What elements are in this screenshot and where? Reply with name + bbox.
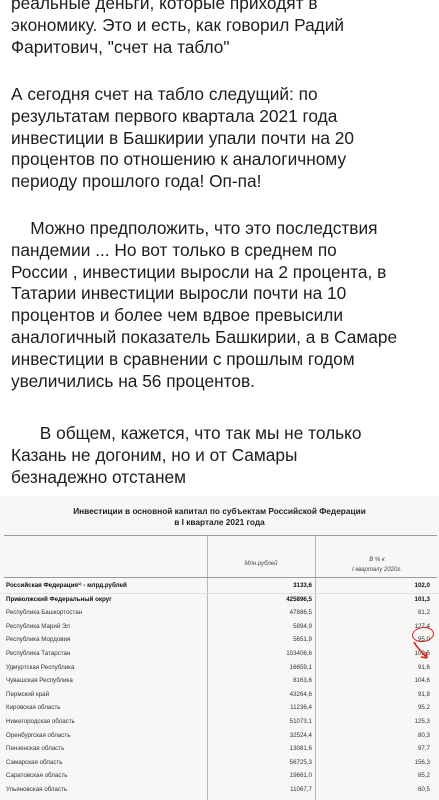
row-name: Приволжский Федеральный округ	[6, 595, 112, 603]
row-value: 11236,4	[290, 704, 312, 712]
table-top-rule	[4, 535, 437, 536]
row-percent: 91,8	[417, 690, 430, 698]
text-line: увеличились на 56 процентов.	[11, 370, 255, 391]
table-row	[0, 648, 439, 661]
row-name: Республика Мордовия	[6, 636, 71, 644]
row-name: Республика Татарстан	[6, 650, 71, 657]
row-value: 5651,9	[293, 636, 312, 644]
paragraph-2	[11, 84, 431, 193]
row-percent: 60,5	[417, 786, 430, 793]
row-name: Республика Марий Эл	[6, 622, 70, 630]
text-line: процентов по отношению к аналогичному	[11, 149, 347, 170]
text-line: инвестиции в Башкирии упали почти на 20	[11, 127, 355, 148]
row-percent: 81,2	[417, 609, 430, 617]
row-name: Нижегородская область	[6, 718, 75, 725]
row-name: Саратовская область	[6, 772, 68, 780]
table-row	[0, 716, 439, 729]
row-value: 5894,9	[293, 622, 312, 630]
header-pct: В % к	[369, 557, 385, 563]
table-row	[0, 580, 439, 593]
row-name: Пермский край	[6, 690, 50, 698]
row-name: Оренбургская область	[6, 731, 71, 739]
text-line: А сегодня счет на табло следущий: по	[11, 84, 318, 104]
row-value: 47886,5	[289, 609, 312, 617]
text-line: результатам первого квартала 2021 года	[11, 105, 338, 126]
row-value: 32524,4	[289, 731, 312, 739]
table-row	[0, 675, 439, 688]
header-pct-sub: I кварталу 2020г.	[352, 567, 402, 573]
text-line: Татарии инвестиции выросли почти на 10	[11, 283, 347, 304]
highlight-arrow-icon	[410, 640, 430, 662]
table-subtitle: в I квартале 2021 года	[174, 517, 265, 527]
row-percent: 102,0	[414, 582, 430, 589]
row-percent: 104,6	[414, 677, 430, 685]
row-value: 8163,6	[293, 677, 312, 685]
row-value: 19661,0	[289, 772, 312, 780]
row-percent: 95,0	[417, 636, 430, 644]
row-name: Пензенская область	[6, 745, 65, 753]
table-row	[0, 689, 439, 702]
row-value: 43264,6	[289, 690, 312, 698]
row-percent: 125,3	[414, 718, 430, 725]
text-line: Фаритович, "счет на табло"	[11, 36, 230, 57]
row-percent: 85,2	[417, 772, 430, 780]
row-value: 13081,6	[289, 745, 312, 753]
table-row	[0, 743, 439, 756]
row-name: Республика Башкортостан	[6, 609, 83, 617]
text-line: инвестиции в сравнении с прошлым годом	[11, 348, 355, 369]
header-value: Млн.рублей	[244, 561, 278, 567]
table-header-rule	[4, 577, 437, 578]
text-line: Можно предположить, что это последствия	[11, 218, 378, 238]
row-percent: 127,4	[414, 622, 430, 630]
table-title: Инвестиции в основной капитал по субъектам Российской Федерации	[73, 506, 366, 516]
table-row	[0, 730, 439, 743]
row-value: 51073,1	[289, 718, 312, 725]
paragraph-4	[11, 423, 431, 488]
paragraph-1	[11, 0, 431, 58]
table-row	[0, 784, 439, 797]
row-value: 16659,1	[289, 663, 312, 671]
text-line: В общем, кажется, что так мы не только	[11, 423, 362, 443]
text-line: экономику. Это и есть, как говорил Радий	[11, 14, 345, 35]
row-percent: 95,2	[417, 704, 430, 712]
row-value: 103406,6	[286, 650, 312, 657]
row-value: 3133,6	[293, 582, 312, 589]
row-percent: 97,7	[417, 745, 430, 753]
table-row	[0, 757, 439, 770]
row-name: Чувашская Республика	[6, 677, 73, 685]
row-percent: 109,5	[414, 650, 430, 657]
investment-table-photo	[0, 496, 439, 800]
text-line: периоду прошлого года! Оп-па!	[11, 171, 262, 192]
row-name: Самарская область	[6, 758, 63, 766]
row-name: Ульяновская область	[6, 786, 68, 793]
table-row	[0, 594, 439, 607]
row-value: 11067,7	[290, 786, 312, 793]
text-line: процентов и более чем вдвое превысили	[11, 305, 344, 326]
table-row	[0, 621, 439, 634]
row-percent: 80,3	[417, 731, 430, 739]
text-line: аналогичный показатель Башкирии, а в Самаре	[11, 326, 398, 347]
table-row	[0, 607, 439, 620]
table-row	[0, 634, 439, 647]
row-percent: 156,3	[414, 758, 430, 766]
row-value: 425896,5	[286, 595, 312, 603]
row-percent: 101,3	[414, 595, 430, 603]
text-line: пандемии ... Но вот только в среднем по	[11, 239, 337, 260]
row-name: Российская Федерация¹⁾ - млрд.рублей	[6, 582, 127, 589]
text-line: России , инвестиции выросли на 2 процента, в	[11, 261, 387, 282]
row-percent: 91,6	[417, 663, 430, 671]
row-value: 56725,3	[289, 758, 312, 766]
table-row	[0, 702, 439, 715]
row-name: Удмуртская Республика	[6, 663, 75, 671]
text-line: реальные деньги, которые приходят в	[11, 0, 318, 13]
text-line: безнадежно отстанем	[11, 466, 186, 487]
text-line: Казань не догоним, но и от Самары	[11, 444, 298, 465]
row-name: Кировская область	[6, 704, 61, 712]
table-row	[0, 770, 439, 783]
paragraph-3	[11, 218, 431, 392]
table-row	[0, 662, 439, 675]
